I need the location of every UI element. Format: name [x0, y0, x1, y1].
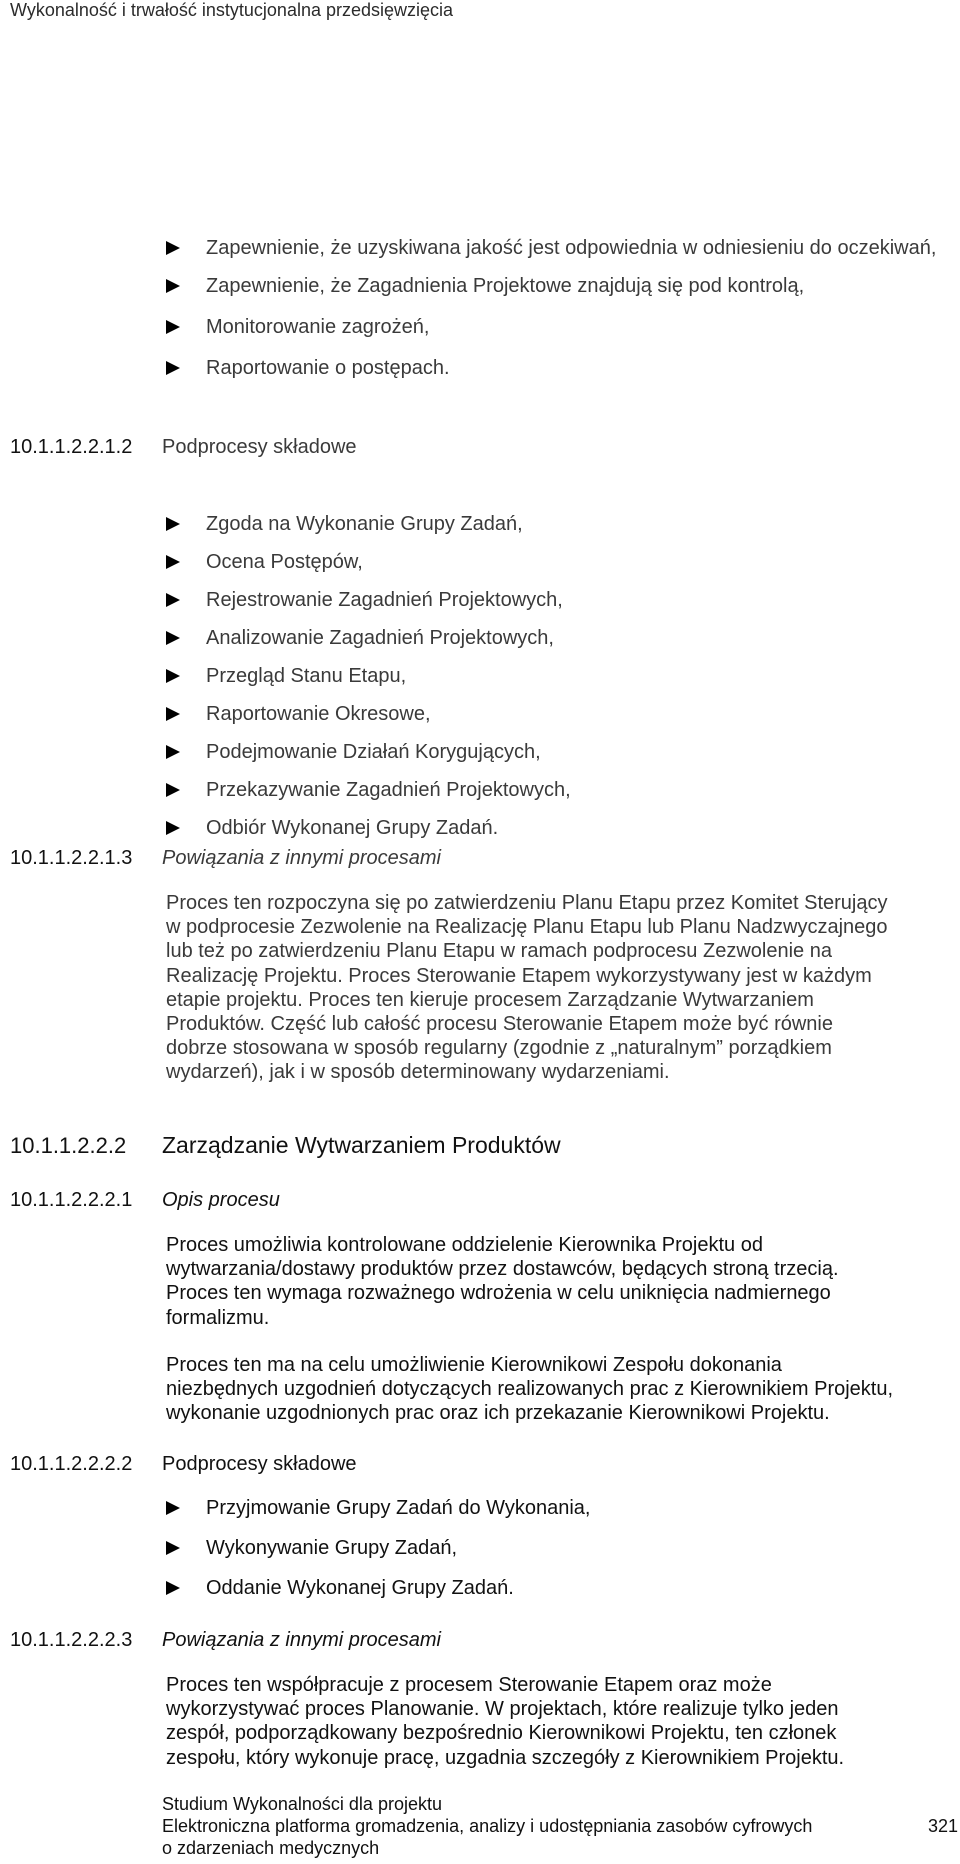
list-item: Monitorowanie zagrożeń, — [166, 315, 936, 339]
section-title: Powiązania z innymi procesami — [162, 847, 442, 869]
section-title: Zarządzanie Wytwarzaniem Produktów — [162, 1132, 561, 1158]
arrow-bullet-icon — [166, 593, 180, 607]
list-item: Przekazywanie Zagadnień Projektowych, — [166, 778, 571, 802]
list-item: Przegląd Stanu Etapu, — [166, 664, 571, 688]
arrow-bullet-icon — [166, 320, 180, 334]
paragraph-purpose: Proces ten ma na celu umożliwienie Kierownikowi Zespołu dokonania niezbędnych uzgodnień dotyczących realizowanych prac z Kierownikiem Projektu, wykonanie uzgodnionych prac oraz ich przekazanie Kierownikowi Projektu. — [166, 1354, 894, 1425]
arrow-bullet-icon — [166, 361, 180, 375]
paragraph-relations: Proces ten rozpoczyna się po zatwierdzeniu Planu Etapu przez Komitet Sterujący w podprocesie Zezwolenie na Realizację Planu Etapu lub Planu Nadzwyczajnego lub też po zatwierdzeniu Planu Etapu w ramach podprocesu Zezwolenie na Realizację Projektu. Proces Sterowanie Etapem wykorzystywany jest w każdym etapie projektu. Proces ten kieruje procesem Zarządzanie Wytwarzaniem Produktów. Część lub całość procesu Sterowanie Etapem może być równie dobrze stosowana w sposób regularny (zgodnie z „naturalnym” porządkiem wydarzeń), jak i w sposób determinowany wydarzeniami. — [166, 892, 888, 1084]
bullet-list-subprocesses — [166, 512, 571, 840]
arrow-bullet-icon — [166, 241, 180, 255]
arrow-bullet-icon — [166, 1501, 180, 1515]
arrow-bullet-icon — [166, 555, 180, 569]
paragraph-relations-2: Proces ten współpracuje z procesem Sterowanie Etapem oraz może wykorzystywać proces Planowanie. W projektach, które realizuje tylko jeden zespół, podporządkowany bezpośrednio Kierownikowi Projektu, ten członek zespołu, który wykonuje pracę, uzgadnia szczegóły z Kierownikiem Projektu. — [166, 1674, 845, 1769]
section-title: Podprocesy składowe — [162, 1453, 357, 1475]
section-title: Powiązania z innymi procesami — [162, 1629, 442, 1651]
arrow-bullet-icon — [166, 707, 180, 721]
arrow-bullet-icon — [166, 821, 180, 835]
list-item: Oddanie Wykonanej Grupy Zadań. — [166, 1576, 590, 1600]
section-number: 10.1.1.2.2.1.2 — [10, 436, 133, 458]
arrow-bullet-icon — [166, 279, 180, 293]
list-item: Raportowanie Okresowe, — [166, 702, 571, 726]
arrow-bullet-icon — [166, 669, 180, 683]
list-item: Ocena Postępów, — [166, 550, 571, 574]
list-item: Przyjmowanie Grupy Zadań do Wykonania, — [166, 1496, 590, 1520]
list-item: Rejestrowanie Zagadnień Projektowych, — [166, 588, 571, 612]
section-number: 10.1.1.2.2.2.1 — [10, 1189, 133, 1211]
list-item: Zapewnienie, że uzyskiwana jakość jest odpowiednia w odniesieniu do oczekiwań, — [166, 236, 936, 260]
section-number: 10.1.1.2.2.2 — [10, 1133, 127, 1158]
footer-line: Elektroniczna platforma gromadzenia, analizy i udostępniania zasobów cyfrowych — [162, 1816, 813, 1836]
arrow-bullet-icon — [166, 1581, 180, 1595]
page-footer — [162, 1793, 812, 1859]
footer-line: o zdarzeniach medycznych — [162, 1838, 380, 1858]
paragraph-description: Proces umożliwia kontrolowane oddzielenie Kierownika Projektu od wytwarzania/dostawy produktów przez dostawców, będących stroną trzecią. Proces ten wymaga rozważnego wdrożenia w celu uniknięcia nadmiernego formalizmu. — [166, 1234, 839, 1329]
list-item: Zgoda na Wykonanie Grupy Zadań, — [166, 512, 571, 536]
list-item: Odbiór Wykonanej Grupy Zadań. — [166, 816, 571, 840]
footer-line: Studium Wykonalności dla projektu — [162, 1794, 442, 1814]
arrow-bullet-icon — [166, 1541, 180, 1555]
list-item: Wykonywanie Grupy Zadań, — [166, 1536, 590, 1560]
arrow-bullet-icon — [166, 517, 180, 531]
section-title: Podprocesy składowe — [162, 436, 357, 458]
section-number: 10.1.1.2.2.2.2 — [10, 1453, 133, 1475]
page-number: 321 — [928, 1816, 959, 1836]
section-number: 10.1.1.2.2.1.3 — [10, 847, 133, 869]
list-item: Raportowanie o postępach. — [166, 356, 936, 380]
bullet-list-subprocesses-2 — [166, 1496, 590, 1600]
arrow-bullet-icon — [166, 745, 180, 759]
list-item: Analizowanie Zagadnień Projektowych, — [166, 626, 571, 650]
arrow-bullet-icon — [166, 783, 180, 797]
section-number: 10.1.1.2.2.2.3 — [10, 1629, 133, 1651]
bullet-list-quality — [166, 236, 936, 380]
section-title: Opis procesu — [162, 1189, 280, 1211]
list-item: Zapewnienie, że Zagadnienia Projektowe znajdują się pod kontrolą, — [166, 274, 936, 298]
list-item: Podejmowanie Działań Korygujących, — [166, 740, 571, 764]
arrow-bullet-icon — [166, 631, 180, 645]
running-header: Wykonalność i trwałość instytucjonalna przedsięwzięcia — [10, 0, 454, 20]
